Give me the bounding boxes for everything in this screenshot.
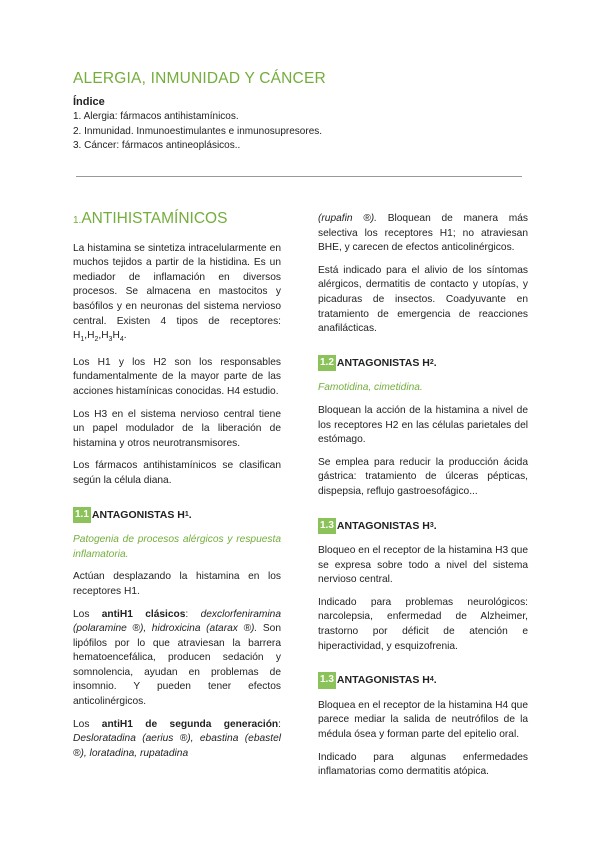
text: Los bbox=[73, 718, 102, 730]
text: Los bbox=[73, 608, 102, 620]
paragraph: Se emplea para reducir la producción ácida gástrica: tratamiento de úlceras pépticas, dispepsia, reflujo gastroesofágico... bbox=[318, 456, 528, 497]
paragraph: Bloquean la acción de la histamina a nivel de los receptores H2 en las células parietales del estómago. bbox=[318, 404, 528, 446]
highlight-text: Patogenia de procesos alérgicos y respuesta inflamatoria. bbox=[73, 534, 281, 560]
index-item: 2. Inmunidad. Inmunoestimulantes e inmunosupresores. bbox=[73, 125, 323, 137]
section-heading bbox=[73, 212, 281, 229]
subsection-badge: 1.3 bbox=[318, 672, 336, 689]
subscript: 3 bbox=[429, 521, 434, 529]
subsection-title: ANTAGONISTAS H bbox=[336, 356, 430, 369]
bold-text: antiH1 clásicos bbox=[101, 608, 186, 620]
paragraph bbox=[318, 212, 528, 256]
italic-text: (rupafin ®). bbox=[318, 213, 377, 224]
subsection-end: . bbox=[433, 356, 437, 369]
index-list bbox=[73, 110, 322, 154]
text: Son lipófilos por lo que atraviesan la barrera hematoencefálica, producen sedación y somnolencia, ayudan en problemas de insomnio. Y pueden tener efectos anticolinérgicos. bbox=[73, 623, 281, 708]
subsection-title: ANTAGONISTAS H bbox=[336, 519, 430, 532]
paragraph: Está indicado para el alivio de los síntomas alérgicos, dermatitis de contacto y utopías, y picaduras de insectos. Coadyuvante en tratamiento de emergencia de reacciones anafilácticas. bbox=[318, 264, 528, 335]
paragraph: Los H3 en el sistema nervioso central tiene un papel modulador de la liberación de histamina y otros neurotransmisores. bbox=[73, 408, 281, 449]
subsection-end: . bbox=[433, 519, 437, 532]
subsection-badge: 1.1 bbox=[73, 507, 91, 524]
section-title: ANTIHISTAMÍNICOS bbox=[81, 210, 228, 227]
index-item: 1. Alergia: fármacos antihistamínicos. bbox=[73, 111, 239, 122]
subsection-heading bbox=[318, 355, 528, 372]
subsection-badge: 1.3 bbox=[318, 518, 336, 535]
paragraph bbox=[73, 718, 281, 762]
subsection-heading bbox=[318, 518, 528, 535]
divider bbox=[76, 176, 522, 177]
subsection-title: ANTAGONISTAS H bbox=[336, 674, 430, 687]
subscript: 4 bbox=[429, 676, 434, 684]
italic-text: Desloratadina (aerius ®), ebastina (ebastel ®), loratadina, rupatadina bbox=[73, 733, 281, 759]
paragraph: Los H1 y los H2 son los responsables fundamentalmente de la mayor parte de las acciones histamínicas conocidas. H4 estudio. bbox=[73, 356, 281, 397]
subsection-end: . bbox=[188, 508, 192, 521]
text: : bbox=[185, 608, 201, 620]
paragraph: Indicado para algunas enfermedades inflamatorias como dermatitis atópica. bbox=[318, 751, 528, 778]
subscript: 1 bbox=[184, 510, 189, 518]
paragraph: Actúan desplazando la histamina en los receptores H1. bbox=[73, 571, 281, 597]
paragraph: Bloquea en el receptor de la histamina H4 que parece mediar la salida de neutrófilos de la médula ósea y forman parte del epitelio oral. bbox=[318, 699, 528, 741]
italic-text: dexclorfeniramina (polaramine ®), hidroxicina (atarax ®). bbox=[73, 608, 281, 635]
paragraph: Los fármacos antihistamínicos se clasifican según la célula diana. bbox=[73, 460, 281, 486]
section-number: 1. bbox=[73, 215, 82, 226]
subscript: 2 bbox=[429, 358, 434, 366]
document-title: ALERGIA, INMUNIDAD Y CÁNCER bbox=[73, 70, 326, 87]
paragraph: Bloqueo en el receptor de la histamina H3 que se expresa sobre todo a nivel del sistema nervioso central. bbox=[318, 545, 528, 586]
index-heading: Índice bbox=[73, 96, 105, 108]
subsection-heading bbox=[318, 672, 528, 689]
text: Bloquean de manera más selectiva los receptores H1; no atraviesan BHE, y carecen de efectos anticolinérgicos. bbox=[318, 213, 528, 254]
subsection-badge: 1.2 bbox=[318, 355, 336, 372]
paragraph: La histamina se sintetiza intracelularmente en muchos tejidos a partir de la histidina. Es un mediador de inflamación en diversos procesos. Se almacena en mastocitos y basófilos y en neuronas del sistema nervioso central. Existen 4 tipos de receptores: $H_1,H_2,H_3H_4$. bbox=[73, 242, 281, 344]
subsection-heading bbox=[73, 507, 281, 524]
text: : bbox=[278, 718, 281, 730]
subsection-end: . bbox=[433, 674, 437, 687]
index-item: 3. Cáncer: fármacos antineoplásicos.. bbox=[73, 140, 241, 151]
subsection-title: ANTAGONISTAS H bbox=[91, 508, 185, 521]
right-column bbox=[318, 212, 528, 788]
bold-text: antiH1 de segunda generación bbox=[101, 718, 279, 730]
left-column bbox=[73, 212, 281, 769]
paragraph-text: La histamina se sintetiza intracelularmente en muchos tejidos a partir de la histidina. Es un mediador de inflamación en diversos procesos. Se almacena en mastocitos y basófilos y en neuronas del sistema nervioso central. Existen 4 tipos de receptores: H bbox=[73, 242, 281, 342]
paragraph: Indicado para problemas neurológicos: narcolepsia, enfermedad de Alzheimer, trastorno por déficit de atención e hiperactividad, y esquizofrenia. bbox=[318, 596, 528, 652]
paragraph bbox=[73, 608, 281, 710]
highlight-text: Famotidina, cimetidina. bbox=[318, 382, 423, 394]
